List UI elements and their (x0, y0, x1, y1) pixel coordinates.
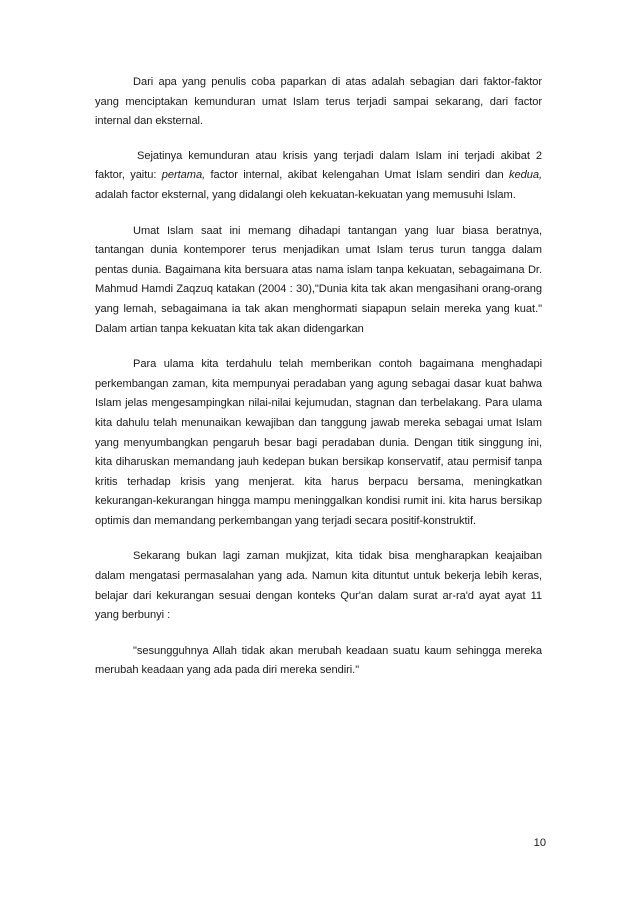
paragraph-4: Para ulama kita terdahulu telah memberikan contoh bagaimana menghadapi perkembangan zaman, kita mempunyai peradaban yang agung sebagai dasar kuat bahwa Islam jelas mengesampingkan nilai-nilai kejumudan, stagnan dan terbelakang. Para ulama kita dahulu telah menunaikan kewajiban dan tanggung jawab mereka sebagai umat Islam yang menyumbangkan pengaruh besar bagi peradaban dunia. Dengan titik singgung ini, kita diharuskan memandang jauh kedepan bukan bersikap konservatif, atau permisif tanpa kritis terhadap krisis yang menjerat. kita harus berpacu bersama, meningkatkan kekurangan-kekurangan hingga mampu meninggalkan kondisi rumit ini. kita harus bersikap optimis dan memandang perkembangan yang terjadi secara positif-konstruktif. (95, 358, 542, 527)
paragraph-2-text-a: Sejatinya kemunduran atau krisis yang terjadi dalam Islam ini terjadi akibat 2 faktor, yaitu: (95, 149, 542, 182)
paragraph-5: Sekarang bukan lagi zaman mukjizat, kita tidak bisa mengharapkan keajaiban dalam mengatasi permasalahan yang ada. Namun kita dituntut untuk bekerja lebih keras, belajar dari kekurangan sesuai dengan konteks Qur'an dalam surat ar-ra'd ayat ayat 11 yang berbunyi : (95, 550, 542, 622)
paragraph-6-quote: "sesungguhnya Allah tidak akan merubah keadaan suatu kaum sehingga mereka merubah keadaan yang ada pada diri mereka sendiri." (95, 644, 542, 677)
paragraph-2 (95, 147, 542, 206)
paragraph-3: Umat Islam saat ini memang dihadapi tantangan yang luar biasa beratnya, tantangan dunia kontemporer terus menjadikan umat Islam terus turun tangga dalam pentas dunia. Bagaimana kita bersuara atas nama islam tanpa kekuatan, sebagaimana Dr. Mahmud Hamdi Zaqzuq katakan (2004 : 30),"Dunia kita tak akan mengasihani orang-orang yang lemah, sebagaimana ia tak akan menghormati siapapun selain mereka yang kuat." Dalam artian tanpa kekuatan kita tak akan didengarkan (95, 224, 542, 335)
paragraph-1: Dari apa yang penulis coba paparkan di atas adalah sebagian dari faktor-faktor yang menciptakan kemunduran umat Islam terus terjadi sampai sekarang, dari factor internal dan eksternal. (95, 76, 542, 128)
paragraph-2-text-c: adalah factor eksternal, yang didalangi oleh kekuatan-kekuatan yang memusuhi Islam. (95, 188, 516, 201)
page-number: 10 (533, 837, 546, 849)
paragraph-2-emphasis-pertama: pertama, (161, 169, 206, 182)
paragraph-2-text-b: factor internal, akibat kelengahan Umat Islam sendiri dan (205, 169, 509, 182)
document-body (95, 73, 542, 697)
paragraph-2-emphasis-kedua: kedua, (508, 169, 542, 182)
